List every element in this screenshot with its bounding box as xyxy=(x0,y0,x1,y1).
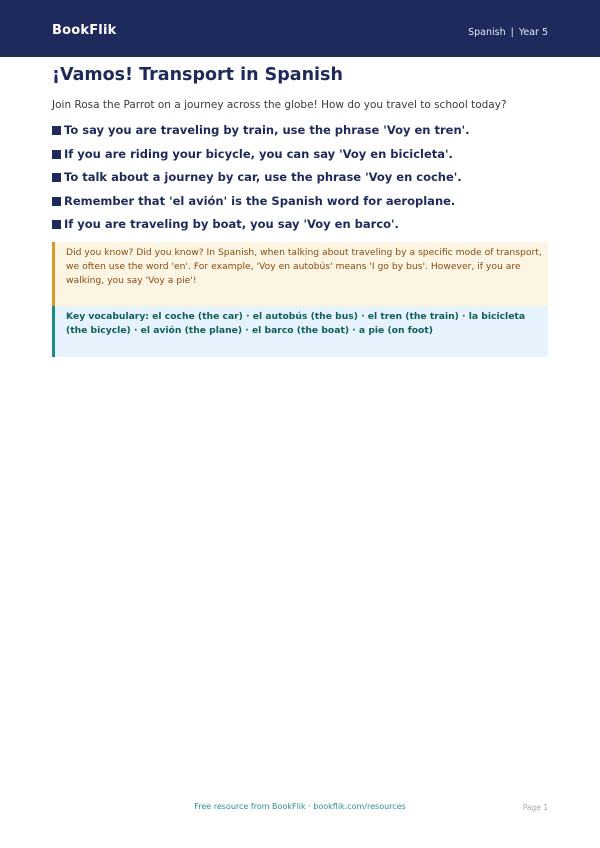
list-item-text: To talk about a journey by car, use the phrase 'Voy en coche'. xyxy=(64,170,462,184)
header-bar xyxy=(0,0,600,57)
did-you-know-text: Did you know? Did you know? In Spanish, when talking about traveling by a specific mode of transport, we often use the word 'en'. For example, 'Voy en autobús' means 'I go by bus'. However, if you are walking, you say 'Voy a pie'! xyxy=(66,247,542,286)
list-item xyxy=(52,217,552,241)
list-item-text: To say you are traveling by train, use the phrase 'Voy en tren'. xyxy=(64,123,470,137)
subject-label: Spanish xyxy=(468,27,506,38)
year-label: Year 5 xyxy=(518,27,548,38)
list-item xyxy=(52,123,552,147)
list-item-text: If you are riding your bicycle, you can say 'Voy en bicicleta'. xyxy=(64,146,453,161)
did-you-know-callout xyxy=(52,242,548,306)
page-title: ¡Vamos! Transport in Spanish xyxy=(52,65,343,85)
header-separator: | xyxy=(510,27,514,38)
list-item-text: Remember that 'el avión' is the Spanish word for aeroplane. xyxy=(64,193,456,208)
list-item xyxy=(52,170,552,194)
list-item xyxy=(52,194,552,218)
header-meta xyxy=(468,27,548,38)
footer-link[interactable]: Free resource from BookFlik · bookflik.com/resources xyxy=(194,802,406,811)
list-item xyxy=(52,147,552,171)
bullet-square-icon xyxy=(52,197,61,206)
vocabulary-callout xyxy=(52,306,548,357)
bullet-square-icon xyxy=(52,150,61,159)
brand-logo[interactable]: BookFlik xyxy=(52,23,117,38)
bullet-square-icon xyxy=(52,220,61,229)
intro-text: Join Rosa the Parrot on a journey across the globe! How do you travel to school today? xyxy=(52,99,507,111)
page-number: Page 1 xyxy=(522,803,548,812)
bullet-square-icon xyxy=(52,126,61,135)
bullet-square-icon xyxy=(52,173,61,182)
vocabulary-text: Key vocabulary: el coche (the car) · el autobús (the bus) · el tren (the train) · la bicicleta (the bicycle) · el avión (the plane) · el barco (the boat) · a pie (on foot) xyxy=(66,311,526,336)
bullet-list xyxy=(52,123,552,241)
list-item-text: If you are traveling by boat, you say 'Voy en barco'. xyxy=(64,217,399,231)
